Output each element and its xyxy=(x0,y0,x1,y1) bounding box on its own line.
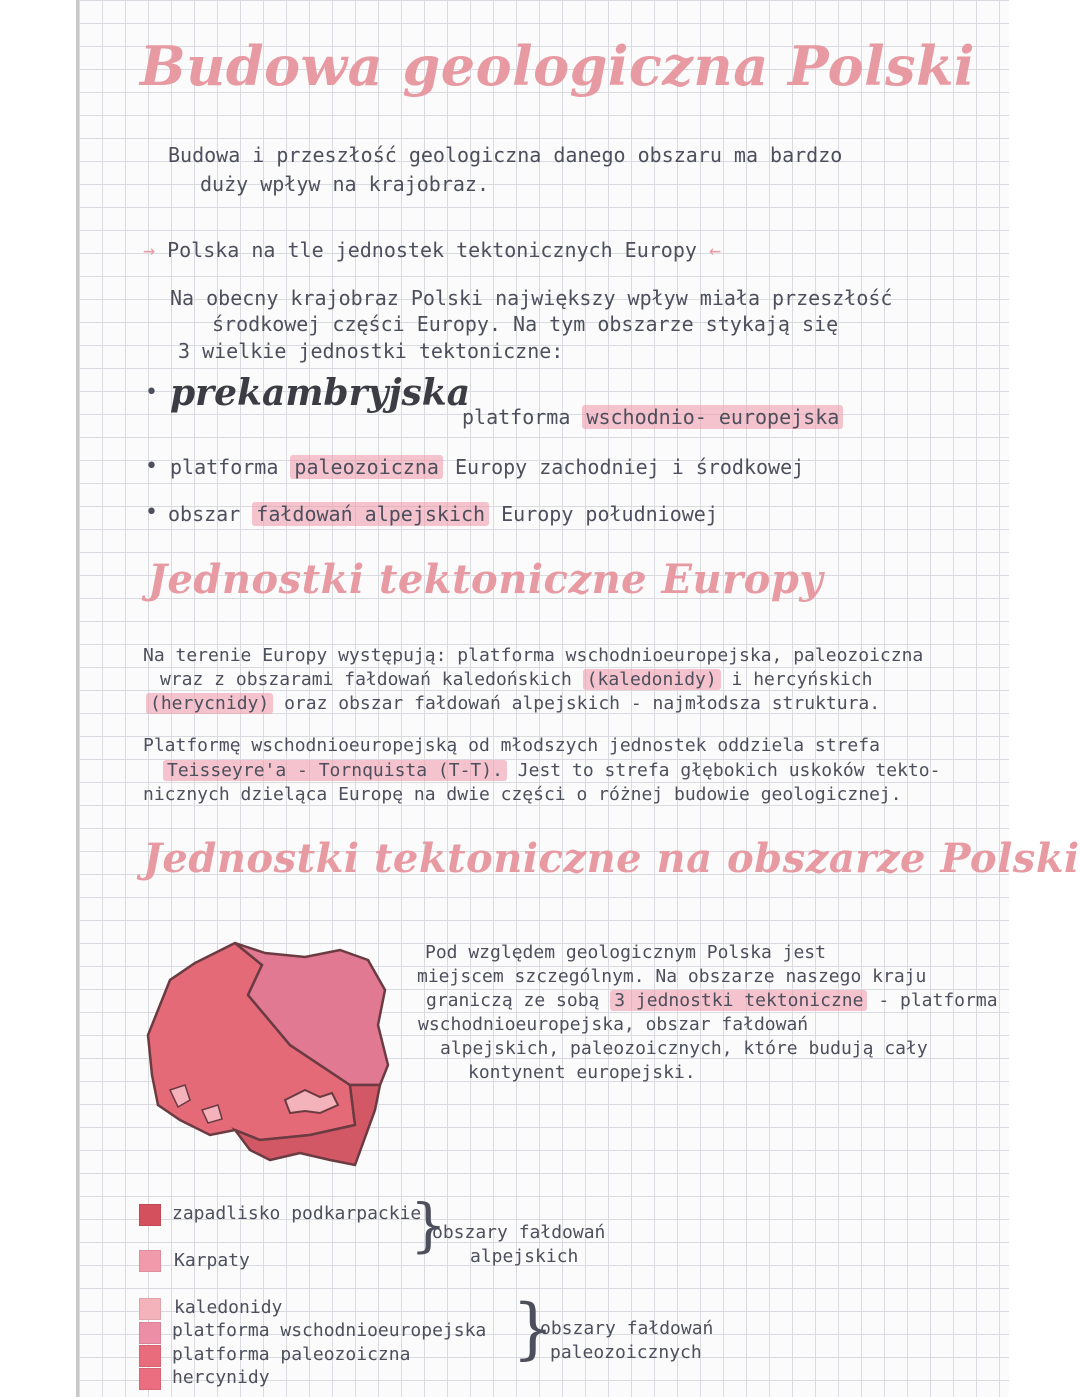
para2-line-1: Na terenie Europy występują: platforma wschodnioeuropejska, paleozoiczna xyxy=(143,645,924,666)
map-text-b: - platforma xyxy=(878,990,998,1011)
map-text-line-5: alpejskich, paleozoicznych, które budują cały xyxy=(440,1038,928,1059)
para3-line-3: nicznych dzieląca Europę na dwie części o różnej budowie geologicznej. xyxy=(143,784,902,805)
para2-text: wraz z obszarami fałdowań kaledońskich xyxy=(160,669,572,690)
para2-text-c: oraz obszar fałdowań alpejskich - najmłodsza struktura. xyxy=(284,693,881,714)
legend-brace-2: } xyxy=(512,1290,554,1367)
legend-label-platforma-paleozoiczna: platforma paleozoiczna xyxy=(172,1344,411,1365)
para3-line-1: Platformę wschodnioeuropejską od młodszych jednostek oddziela strefa xyxy=(143,735,880,756)
para1-line-3: 3 wielkie jednostki tektoniczne: xyxy=(178,339,564,363)
para2-highlight-2: (herycnidy) xyxy=(146,693,273,714)
arrow-heading-text: Polska na tle jednostek tektonicznych Europy xyxy=(167,238,697,262)
legend-label-hercynidy: hercynidy xyxy=(172,1367,270,1388)
map-text-highlight: 3 jednostki tektoniczne xyxy=(610,990,867,1011)
unit-2-text-b: Europy zachodniej i środkowej xyxy=(454,455,805,479)
map-text-line-4: wschodnioeuropejska, obszar fałdowań xyxy=(418,1014,809,1035)
map-text-line-6: kontynent europejski. xyxy=(468,1062,696,1083)
para3-text: Jest to strefa głębokich uskoków tekto- xyxy=(517,760,941,781)
para3-line-2 xyxy=(163,760,940,781)
intro-line-1: Budowa i przeszłość geologiczna danego obszaru ma bardzo xyxy=(168,143,843,167)
arrow-right-icon: → xyxy=(143,238,156,262)
legend-label-kaledonidy: kaledonidy xyxy=(174,1297,283,1318)
arrow-heading xyxy=(143,238,721,262)
unit-1-highlight: wschodnio- europejska xyxy=(582,405,843,429)
para1-line-1: Na obecny krajobraz Polski największy wpływ miała przeszłość xyxy=(170,286,893,310)
legend-brace-1: } xyxy=(410,1191,447,1259)
intro-line-2: duży wpływ na krajobraz. xyxy=(200,172,489,196)
legend-label-zapadlisko: zapadlisko podkarpackie xyxy=(172,1203,422,1224)
arrow-left-icon: ← xyxy=(708,238,721,262)
legend-swatch-zapadlisko xyxy=(139,1204,161,1226)
page-title: Budowa geologiczna Polski xyxy=(140,34,975,98)
legend-label-karpaty: Karpaty xyxy=(174,1250,250,1271)
legend-group-2-line-2: paleozoicznych xyxy=(550,1342,702,1363)
map-text-line-3 xyxy=(426,990,998,1011)
unit-3-text: obszar xyxy=(168,502,241,526)
para2-text-b: i hercyńskich xyxy=(731,669,873,690)
poland-tectonic-map xyxy=(140,935,400,1180)
section-title-poland: Jednostki tektoniczne na obszarze Polski xyxy=(143,835,1080,882)
para1-line-2: środkowej części Europy. Na tym obszarze stykają się xyxy=(212,312,839,336)
legend-swatch-platforma-paleozoiczna xyxy=(139,1345,161,1367)
unit-2-highlight: paleozoiczna xyxy=(290,455,443,479)
legend-group-2-line-1: obszary fałdowań xyxy=(540,1318,714,1339)
legend-swatch-hercynidy xyxy=(139,1368,161,1390)
unit-1-script: prekambryjska xyxy=(170,372,471,414)
para2-highlight: (kaledonidy) xyxy=(583,669,721,690)
unit-3-highlight: fałdowań alpejskich xyxy=(252,502,489,526)
para2-line-2 xyxy=(160,669,872,690)
unit-3-text-b: Europy południowej xyxy=(501,502,718,526)
legend-swatch-kaledonidy xyxy=(139,1298,161,1320)
section-title-europe: Jednostki tektoniczne Europy xyxy=(148,556,824,603)
bullet-icon: • xyxy=(145,500,158,525)
bullet-icon: • xyxy=(145,454,158,479)
bullet-icon: • xyxy=(145,380,158,405)
unit-2-text: platforma xyxy=(170,455,279,479)
unit-2-line xyxy=(170,455,804,479)
legend-group-1-line-2: alpejskich xyxy=(470,1246,579,1267)
unit-3-line xyxy=(168,502,718,526)
map-text-line-2: miejscem szczególnym. Na obszarze naszego kraju xyxy=(417,966,927,987)
map-text-line-1: Pod względem geologicznym Polska jest xyxy=(425,942,826,963)
unit-1-text: platforma xyxy=(462,405,571,429)
para3-highlight: Teisseyre'a - Tornquista (T-T). xyxy=(163,760,507,781)
legend-label-platforma-wschodnia: platforma wschodnioeuropejska xyxy=(172,1320,487,1341)
map-text-a: graniczą ze sobą xyxy=(426,990,600,1011)
legend-swatch-platforma-wschodnia xyxy=(139,1322,161,1344)
unit-1-line xyxy=(462,405,843,429)
legend-swatch-karpaty xyxy=(139,1250,161,1272)
legend-group-1-line-1: obszary fałdowań xyxy=(432,1222,606,1243)
para2-line-3 xyxy=(146,693,880,714)
